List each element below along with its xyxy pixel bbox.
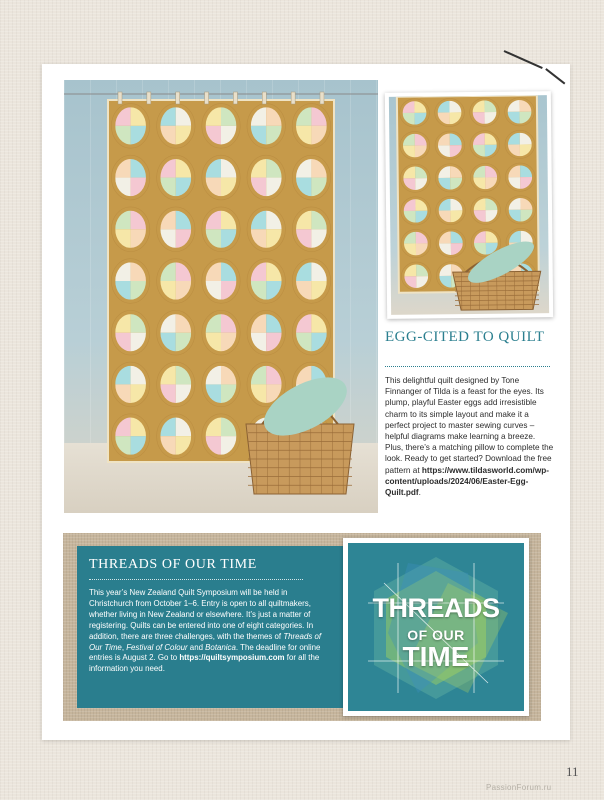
egg-block (157, 155, 195, 200)
egg-block (505, 98, 535, 127)
article-body (385, 375, 555, 498)
article-divider (385, 366, 550, 367)
egg-block (202, 259, 240, 304)
clothes-peg (233, 92, 237, 104)
quilt-illustration (64, 80, 378, 513)
egg-block (470, 163, 500, 192)
egg-block (202, 414, 240, 459)
egg-block (111, 310, 149, 355)
egg-block (292, 155, 330, 200)
page-number: 11 (566, 764, 579, 779)
egg-block (436, 229, 466, 258)
feature-sep-2: and (187, 642, 206, 652)
egg-block (292, 259, 330, 304)
egg-block (157, 259, 195, 304)
egg-block (470, 98, 500, 127)
logo-word-threads: THREADS (372, 593, 500, 623)
pattern-link[interactable]: https://www.tildasworld.com/wp-content/uploads/2024/06/Easter-Egg-Quilt.pdf (385, 465, 549, 498)
egg-block (400, 99, 430, 128)
egg-block (292, 104, 330, 149)
clothes-peg (291, 92, 295, 104)
theme-botanica: Botanica (205, 642, 236, 652)
feature-text-3: for all the information you need. (89, 653, 320, 674)
egg-block (471, 196, 501, 225)
logo-card (343, 538, 529, 716)
egg-block (470, 131, 500, 160)
egg-block (401, 229, 431, 258)
egg-block (202, 155, 240, 200)
egg-block (157, 310, 195, 355)
feature-sep-1: , (121, 642, 127, 652)
egg-block (247, 310, 285, 355)
egg-block (401, 262, 431, 291)
clothes-peg (205, 92, 209, 104)
egg-block (247, 104, 285, 149)
article-body-text: This delightful quilt designed by Tone Finnanger of Tilda is a feast for the eyes. Its plump, playful Easter eggs add irresistible charm to its simple layout and make it a perfect project to master sewing curves – helpful diagrams make learning a breeze. Plus, there’s a matching pillow to complete the look. Ready to get started? Download the free pattern at (385, 376, 554, 475)
egg-block (247, 207, 285, 252)
inset-photo-inner (389, 95, 549, 315)
logo-word-time: TIME (402, 641, 470, 672)
egg-block (202, 104, 240, 149)
egg-block (111, 414, 149, 459)
article-body-end: . (418, 488, 421, 498)
egg-block (111, 155, 149, 200)
egg-block (400, 131, 430, 160)
egg-block (202, 207, 240, 252)
egg-block (506, 196, 536, 225)
egg-block (111, 104, 149, 149)
theme-threads: Threads of Our Time (89, 631, 322, 652)
egg-block (401, 197, 431, 226)
egg-block (202, 310, 240, 355)
egg-block (435, 164, 465, 193)
logo-word-of-our: OF OUR (407, 627, 465, 643)
inset-photo (385, 91, 553, 319)
egg-block (505, 163, 535, 192)
symposium-link[interactable]: https://quiltsymposium.com (179, 653, 285, 663)
egg-block (202, 362, 240, 407)
clothes-peg (176, 92, 180, 104)
egg-block (157, 207, 195, 252)
theme-festival: Festival of Colour (126, 642, 188, 652)
clothes-peg (147, 92, 151, 104)
feature-text-1: This year’s New Zealand Quilt Symposium will be held in Christchurch from October 1–6. Entry is open to all quiltmakers, whether living in New Zealand or elsewhere. It’s just a matter of registering. Quilts can be entered into one of eight categories. In addition, there are three challenges, with the themes of (89, 588, 314, 641)
egg-block (157, 362, 195, 407)
egg-block (435, 131, 465, 160)
egg-block (292, 207, 330, 252)
threads-logo (348, 543, 524, 711)
egg-block (111, 259, 149, 304)
main-quilt-photo (64, 80, 378, 513)
egg-block (157, 104, 195, 149)
feature-text-2: . The deadline for online entries is August 2. Go to (89, 642, 321, 663)
clothes-peg (320, 92, 324, 104)
egg-block (111, 362, 149, 407)
egg-block (157, 414, 195, 459)
article-title: EGG-CITED TO QUILT (385, 329, 545, 345)
egg-block (400, 164, 430, 193)
egg-block (505, 130, 535, 159)
feature-divider (89, 579, 303, 580)
clothes-peg (118, 92, 122, 104)
egg-block (247, 155, 285, 200)
feature-body (89, 588, 327, 675)
inset-quilt-illustration (389, 95, 549, 315)
egg-block (292, 310, 330, 355)
egg-block (111, 207, 149, 252)
feature-title: THREADS OF OUR TIME (89, 557, 257, 572)
egg-block (247, 259, 285, 304)
egg-block (435, 98, 465, 127)
egg-block (436, 196, 466, 225)
watermark: PassionForum.ru (486, 783, 552, 792)
clothes-peg (262, 92, 266, 104)
